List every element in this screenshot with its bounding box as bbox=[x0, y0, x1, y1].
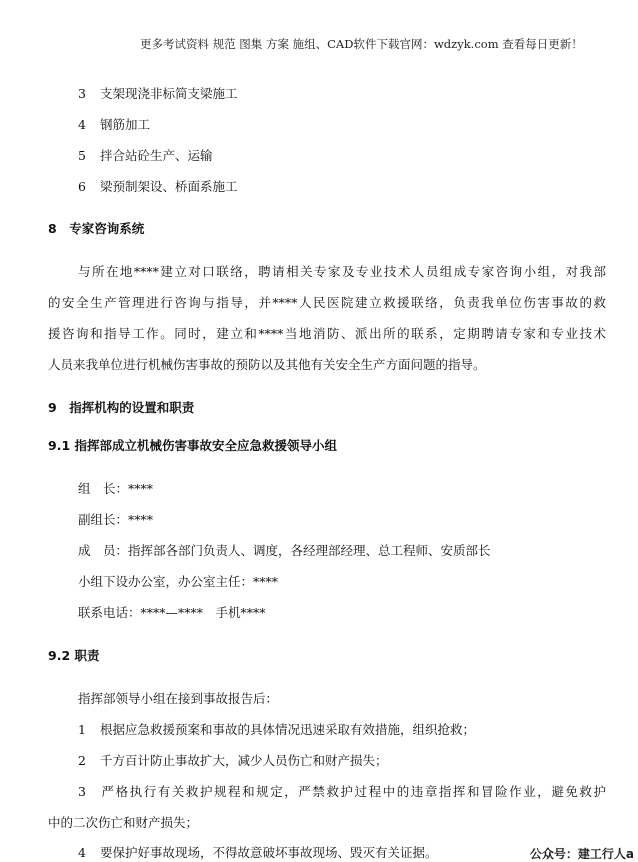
list-text: 根据应急救援预案和事故的具体情况迅速采取有效措施，组织抢救； bbox=[100, 722, 476, 737]
leader-item bbox=[78, 481, 153, 497]
list-text: 拌合站砼生产、运输 bbox=[100, 148, 213, 163]
list-number: 3 bbox=[78, 784, 86, 799]
list-number: 4 bbox=[78, 845, 86, 860]
item-value: ****—**** 手机**** bbox=[140, 605, 266, 620]
list-item bbox=[78, 117, 150, 133]
list-number: 5 bbox=[78, 148, 86, 163]
paragraph-line: 援咨询和指导工作。同时，建立和****当地消防、派出所的联系，定期聘请专家和专业技术 bbox=[48, 326, 606, 341]
leader-item bbox=[78, 574, 278, 590]
page-header: 更多考试资料 规范 图集 方案 施组、CAD软件下载官网：wdzyk.com 查看每日更新！ bbox=[140, 37, 583, 51]
item-label: 成 员： bbox=[78, 543, 129, 558]
list-number: 1 bbox=[78, 722, 86, 737]
paragraph-line: 指挥部领导小组在接到事故报告后： bbox=[78, 691, 279, 706]
duty-item bbox=[78, 784, 606, 800]
list-text: 千方百计防止事故扩大，减少人员伤亡和财产损失； bbox=[100, 753, 388, 768]
subsection-heading: 9.1 指挥部成立机械伤害事故安全应急救援领导小组 bbox=[48, 438, 337, 453]
section-heading: 8 专家咨询系统 bbox=[48, 221, 145, 236]
item-label: 副组长： bbox=[78, 512, 129, 527]
list-text: 要保护好事故现场，不得故意破坏事故现场、毁灭有关证据。 bbox=[100, 845, 438, 860]
subsection-heading: 9.2 职责 bbox=[48, 648, 100, 663]
paragraph-line: 与所在地****建立对口联络，聘请相关专家及专业技术人员组成专家咨询小组，对我部 bbox=[78, 264, 606, 279]
list-number: 2 bbox=[78, 753, 86, 768]
paragraph-line: 人员来我单位进行机械伤害事故的预防以及其他有关安全生产方面问题的指导。 bbox=[48, 357, 486, 372]
item-label: 小组下设办公室，办公室主任： bbox=[78, 574, 254, 589]
section-heading: 9 指挥机构的设置和职责 bbox=[48, 400, 195, 415]
item-value: 指挥部各部门负责人、调度，各经理部经理、总工程师、安质部长 bbox=[128, 543, 491, 558]
list-number: 3 bbox=[78, 86, 86, 101]
leader-item bbox=[78, 512, 153, 528]
duty-item bbox=[78, 845, 438, 861]
list-item bbox=[78, 148, 213, 164]
list-text: 严格执行有关救护规程和规定，严禁救护过程中的违章指挥和冒险作业，避免救护 bbox=[100, 784, 606, 799]
paragraph-line: 的安全生产管理进行咨询与指导，并****人民医院建立救援联络，负责我单位伤害事故的救 bbox=[48, 295, 606, 310]
item-value: **** bbox=[253, 574, 279, 589]
list-text: 钢筋加工 bbox=[100, 117, 151, 132]
list-text: 支架现浇非标简支梁施工 bbox=[100, 86, 238, 101]
list-number: 4 bbox=[78, 117, 86, 132]
leader-item bbox=[78, 543, 491, 559]
list-number: 6 bbox=[78, 179, 86, 194]
paragraph-line: 中的二次伤亡和财产损失； bbox=[48, 815, 199, 830]
item-label: 联系电话： bbox=[78, 605, 141, 620]
item-label: 组 长： bbox=[78, 481, 129, 496]
list-item bbox=[78, 179, 238, 195]
list-text: 梁预制架设、桥面系施工 bbox=[100, 179, 238, 194]
item-value: **** bbox=[128, 512, 154, 527]
duty-item bbox=[78, 722, 475, 738]
list-item bbox=[78, 86, 238, 102]
duty-item bbox=[78, 753, 388, 769]
leader-item bbox=[78, 605, 266, 621]
item-value: **** bbox=[128, 481, 154, 496]
watermark-label: 公众号：建工行人a bbox=[526, 846, 634, 862]
